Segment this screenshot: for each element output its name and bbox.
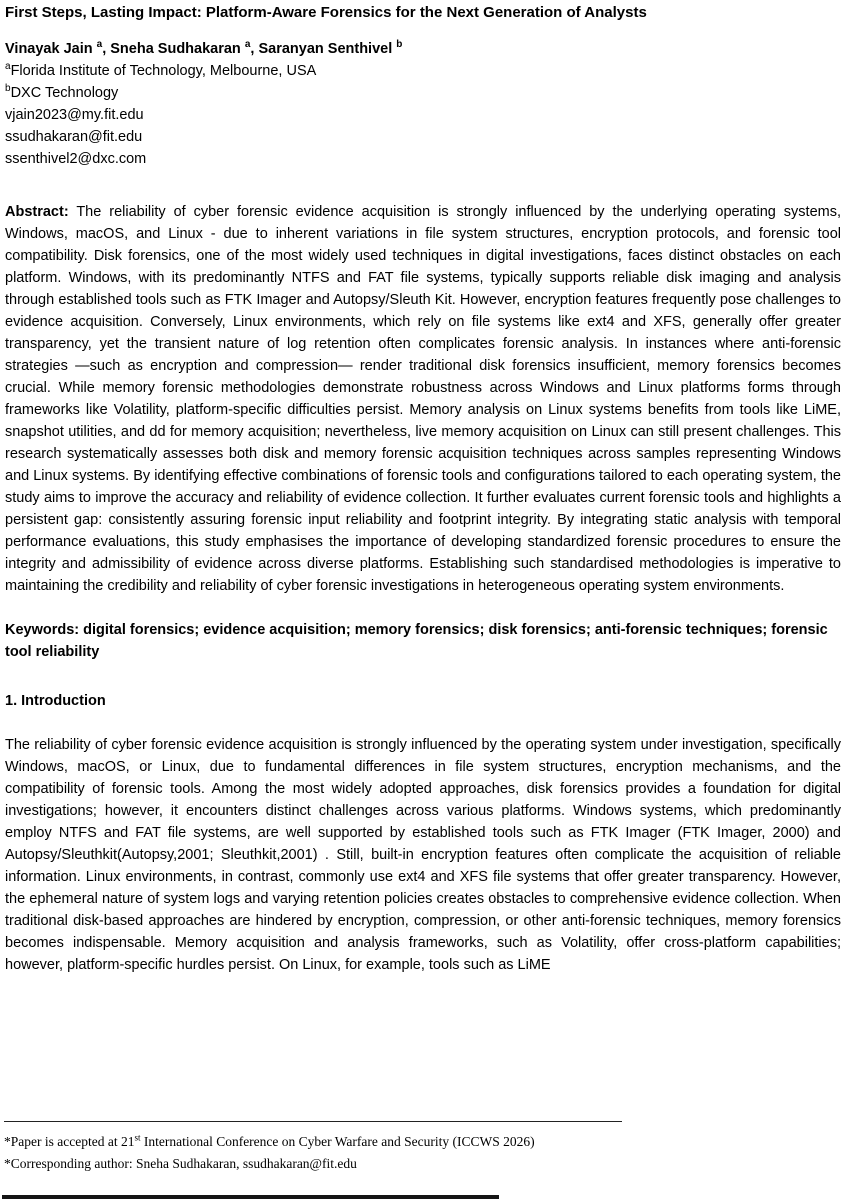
paper-title: First Steps, Lasting Impact: Platform-Aware Forensics for the Next Generation of Analysts [5,4,647,21]
author-email: vjain2023@my.fit.edu [5,107,144,123]
page-bottom-rule [2,1195,499,1199]
footnote-area [4,1121,842,1175]
affiliation-marker: a [5,61,11,73]
author-affiliation-marker: a [96,39,103,51]
affiliation-marker: b [5,83,11,95]
author-separator: , [102,41,111,57]
footnote-separator-line [4,1121,622,1122]
author [258,41,402,57]
affiliation-text: Florida Institute of Technology, Melbourne, USA [10,63,317,79]
affiliation-line [5,60,841,82]
ordinal-superscript: st [134,1132,141,1143]
author-email: ssudhakaran@fit.edu [5,129,143,145]
footnote-text: International Conference on Cyber Warfare and Security (ICCWS 2026) [140,1134,535,1149]
footnote-corresponding-author: *Corresponding author: Sneha Sudhakaran, ssudhakaran@fit.edu [4,1156,357,1171]
keywords-line: Keywords: digital forensics; evidence acquisition; memory forensics; disk forensics; anti-forensic techniques; forensic tool reliability [5,622,828,660]
author [110,41,258,57]
abstract-paragraph [5,201,841,597]
author-affiliation-marker: a [244,39,251,51]
footnote-acceptance [4,1131,842,1153]
affiliation-line [5,82,841,104]
introduction-paragraph: The reliability of cyber forensic evidence acquisition is strongly influenced by the operating system under investigation, specifically Windows, macOS, or Linux, due to fundamental differences in file system structures, encryption mechanisms, and the compatibility of forensic tools. Among the most widely adopted approaches, disk forensics provides a foundation for digital investigations; however, it encounters distinct challenges across various platforms. Windows systems, which predominantly employ NTFS and FAT file systems, are well supported by established tools such as FTK Imager (FTK Imager, 2000) and Autopsy/Sleuthkit(Autopsy,2001; Sleuthkit,2001) . Still, built-in encryption features often complicate the acquisition of reliable information. Linux environments, in contrast, commonly use ext4 and XFS file systems that offer greater transparency. However, the ephemeral nature of system logs and varying retention policies creates obstacles to comprehensive evidence collection. When traditional disk-based approaches are hindered by encryption, compression, or other anti-forensic techniques, memory forensics becomes indispensable. Memory acquisition and analysis frameworks, such as Volatility, offer cross-platform capabilities; however, platform-specific hurdles persist. On Linux, for example, tools such as LiME [5,737,841,973]
author-affiliation-marker: b [396,39,403,51]
author-email: ssenthivel2@dxc.com [5,151,147,167]
footnote-text: *Paper is accepted at 21 [4,1134,135,1149]
affiliation-text: DXC Technology [10,85,119,101]
author-name: Vinayak Jain [5,41,97,57]
author-name: Saranyan Senthivel [258,41,397,57]
abstract-label: Abstract: [5,204,69,220]
author [5,41,110,57]
author-name: Sneha Sudhakaran [110,41,245,57]
abstract-text: The reliability of cyber forensic evidence acquisition is strongly influenced by the underlying operating systems, Windows, macOS, and Linux - due to inherent variations in file system structures, encryption protocols, and forensic tool compatibility. Disk forensics, one of the most widely used techniques in digital investigations, faces distinct obstacles on each platform. Windows, with its predominantly NTFS and FAT file systems, typically supports reliable disk imaging and analysis through established tools such as FTK Imager and Autopsy/Sleuth Kit. However, encryption features frequently pose challenges to evidence acquisition. Conversely, Linux environments, which rely on file systems like ext4 and XFS, generally offer greater transparency, yet the transient nature of log retention often complicates forensic analysis. In instances where anti-forensic strategies —such as encryption and compression— render traditional disk forensics insufficient, memory forensics becomes crucial. While memory forensic methodologies demonstrate robustness across Windows and Linux platforms forms through frameworks like Volatility, platform-specific difficulties persist. Memory analysis on Linux systems benefits from tools like LiME, snapshot utilities, and dd for memory acquisition; nevertheless, live memory acquisition on Linux can still present challenges. This research systematically assesses both disk and memory forensic acquisition techniques across samples representing Windows and Linux systems. By identifying effective combinations of forensic tools and configurations tailored to each operating system, the study aims to improve the accuracy and reliability of evidence collection. It further evaluates current forensic tools and highlights a persistent gap: consistently assuring forensic input reliability and footprint integrity. By integrating static analysis with temporal performance evaluations, this study emphasises the importance of developing standardized forensic procedures to ensure the integrity and admissibility of evidence across diverse platforms. Establishing such standardised methodologies is imperative to maintaining the credibility and reliability of cyber forensic investigations in heterogeneous operating system environments. [5,204,841,594]
author-separator: , [250,41,259,57]
authors-line [5,38,841,60]
section-heading-introduction: 1. Introduction [5,693,106,709]
